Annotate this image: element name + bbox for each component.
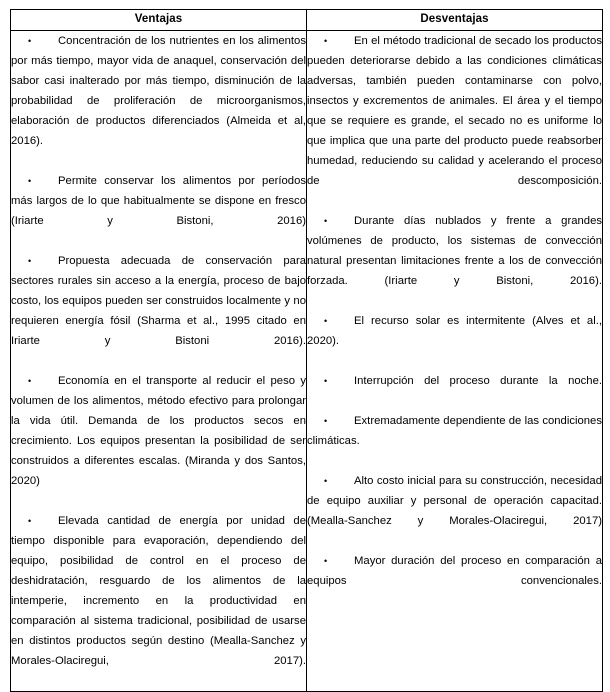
list-item: [307, 211, 602, 311]
bullet-icon: •: [324, 36, 328, 46]
table-row: [11, 31, 603, 692]
list-item-text: Propuesta adecuada de conservación para sectores rurales sin acceso a la energía, proceso de bajo costo, los equipos pueden ser construidos localmente y no requieren energía fósil (Sharma et al., 1995 citado en Iriarte y Bistoni 2016).: [11, 255, 306, 347]
list-item-text: Durante días nublados y frente a grandes volúmenes de producto, los sistemas de convección natural presentan limitaciones frente a los de convección forzada. (Iriarte y Bistoni, 2016).: [307, 215, 602, 287]
bullet-icon: •: [28, 176, 32, 186]
bullet-icon: •: [324, 316, 328, 326]
bullet-icon: •: [324, 216, 328, 226]
bullet-icon: •: [28, 256, 32, 266]
bullet-icon: •: [28, 36, 32, 46]
list-item-text: Extremadamente dependiente de las condiciones climáticas.: [307, 415, 602, 447]
bullet-icon: •: [324, 376, 328, 386]
list-item: [307, 311, 602, 371]
column-header-desventajas: Desventajas: [307, 10, 603, 31]
bullet-icon: •: [28, 376, 32, 386]
list-item-text: Concentración de los nutrientes en los alimentos por más tiempo, mayor vida de anaquel, conservación del sabor casi inalterado por más tiempo, disminución de la probabilidad de proliferación de microorganismos, elaboración de productos diferenciados (Almeida et al, 2016).: [11, 35, 306, 147]
cell-desventajas: [307, 31, 603, 692]
ventajas-bullet-list: [11, 31, 306, 691]
list-item-text: Permite conservar los alimentos por períodos más largos de lo que habitualmente se dispone en fresco (Iriarte y Bistoni, 2016): [11, 175, 306, 227]
list-item-text: Elevada cantidad de energía por unidad de tiempo disponible para evaporación, dependiendo del equipo, posibilidad de control en el proceso de deshidratación, resguardo de los alimentos de la intemperie, incremento en la productividad en comparación al sistema tradicional, posibilidad de usarse en distintos productos según destino (Mealla-Sanchez y Morales-Olaciregui, 2017).: [11, 515, 306, 667]
list-item: [11, 31, 306, 171]
list-item-text: Alto costo inicial para su construcción, necesidad de equipo auxiliar y personal de operación capacitad. (Mealla-Sanchez y Morales-Olaciregui, 2017): [307, 475, 602, 527]
list-item: [307, 471, 602, 551]
bullet-icon: •: [324, 416, 328, 426]
list-item-text: Economía en el transporte al reducir el peso y volumen de los alimentos, método efectivo para prolongar la vida útil. Demanda de los productos secos en crecimiento. Los equipos presentan la posibilidad de ser construidos a diferentes escalas. (Miranda y dos Santos, 2020): [11, 375, 306, 487]
table-header-row-group: [11, 10, 603, 31]
list-item: [11, 251, 306, 371]
list-item: [307, 31, 602, 211]
column-header-ventajas: Ventajas: [11, 10, 307, 31]
list-item: [11, 371, 306, 511]
list-item: [307, 371, 602, 411]
list-item: [307, 411, 602, 471]
list-item: [307, 551, 602, 611]
bullet-icon: •: [324, 556, 328, 566]
desventajas-bullet-list: [307, 31, 602, 611]
table-header-row: [11, 10, 603, 31]
list-item: [11, 171, 306, 251]
bullet-icon: •: [324, 476, 328, 486]
list-item-text: El recurso solar es intermitente (Alves et al., 2020).: [307, 315, 602, 347]
list-item: [11, 511, 306, 691]
comparison-table: [10, 9, 603, 692]
bullet-icon: •: [28, 516, 32, 526]
list-item-text: Interrupción del proceso durante la noche.: [354, 375, 602, 387]
table-body: [11, 31, 603, 692]
cell-ventajas: [11, 31, 307, 692]
list-item-text: Mayor duración del proceso en comparación a equipos convencionales.: [307, 555, 602, 587]
list-item-text: En el método tradicional de secado los productos pueden deteriorarse debido a las condiciones climáticas adversas, también pueden contaminarse con polvo, insectos y excrementos de animales. El área y el tiempo que se requiere es grande, el secado no es uniforme lo que implica que una parte del producto puede reabsorber humedad, reduciendo su calidad y acelerando el proceso de descomposición.: [307, 35, 602, 187]
